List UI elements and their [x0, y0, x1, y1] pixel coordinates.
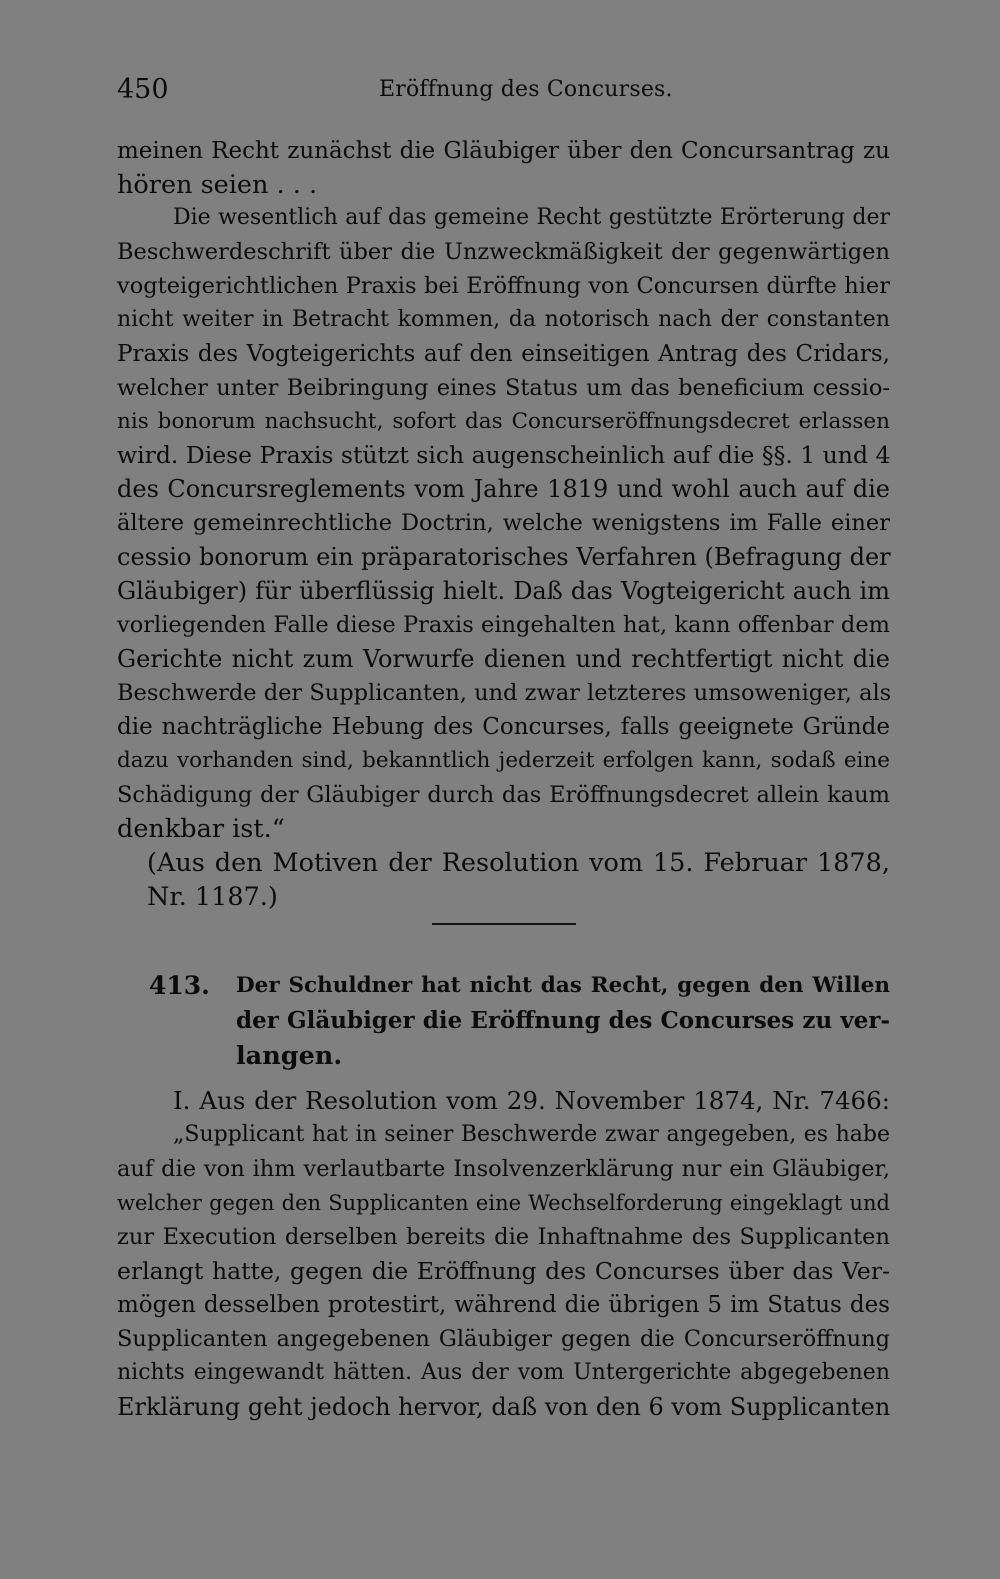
text-line: denkbar ist.“	[117, 814, 285, 844]
citation-line: (Aus den Motiven der Resolution vom 15. Februar 1878,	[147, 848, 890, 878]
text-line: wird. Diese Praxis stützt sich augenscheinlich auf die §§. 1 und 4	[117, 441, 891, 469]
text-line: Schädigung der Gläubiger durch das Eröffnungsdecret allein kaum	[117, 782, 890, 808]
text-line: dazu vorhanden sind, bekanntlich jederzeit erfolgen kann, sodaß eine	[117, 748, 890, 773]
text-line: vogteigerichtlichen Praxis bei Eröffnung von Concursen dürfte hier	[117, 273, 890, 299]
text-line: welcher gegen den Supplicanten eine Wechselforderung eingeklagt und	[117, 1191, 890, 1215]
text-line: Beschwerde der Supplicanten, und zwar letzteres umsoweniger, als	[117, 680, 892, 706]
text-line: nis bonorum nachsucht, sofort das Concurseröffnungsdecret erlassen	[117, 409, 890, 434]
page-header	[117, 74, 890, 114]
text-line: Gläubiger) für überflüssig hielt. Daß das Vogteigericht auch im	[117, 577, 890, 605]
text-line: ältere gemeinrechtliche Doctrin, welche wenigstens im Falle einer	[117, 510, 890, 536]
text-line: zur Execution derselben bereits die Inhaftnahme des Supplicanten	[117, 1224, 890, 1250]
section-title-line: langen.	[236, 1041, 343, 1071]
running-title: Eröffnung des Concurses.	[379, 77, 673, 102]
text-line: cessio bonorum ein präparatorisches Verfahren (Befragung der	[117, 543, 891, 571]
text-line: Beschwerdeschrift über die Unzweckmäßigkeit der gegenwärtigen	[117, 239, 890, 265]
text-line: meinen Recht zunächst die Gläubiger über den Concursantrag zu	[117, 138, 890, 164]
text-line: Praxis des Vogteigerichts auf den einseitigen Antrag des Cridars,	[117, 341, 890, 367]
section-number: 413.	[149, 971, 210, 1000]
text-line: des Concursreglements vom Jahre 1819 und wohl auch auf die	[117, 475, 890, 503]
section-divider	[432, 923, 576, 925]
text-line: auf die von ihm verlautbarte Insolvenzerklärung nur ein Gläubiger,	[117, 1156, 890, 1182]
text-line: die nachträgliche Hebung des Concurses, falls geeignete Gründe	[117, 714, 890, 740]
text-line: I. Aus der Resolution vom 29. November 1874, Nr. 7466:	[173, 1086, 890, 1115]
text-line: hören seien . . .	[117, 170, 318, 200]
text-line: welcher unter Beibringung eines Status um das beneficium cessio-	[117, 375, 890, 401]
text-line: Supplicanten angegebenen Gläubiger gegen die Concurseröffnung	[117, 1326, 890, 1352]
text-line: Gerichte nicht zum Vorwurfe dienen und rechtfertigt nicht die	[117, 645, 890, 673]
text-line: vorliegenden Falle diese Praxis eingehalten hat, kann offenbar dem	[117, 612, 890, 638]
section-title-line: Der Schuldner hat nicht das Recht, gegen den Willen	[236, 973, 890, 998]
citation-line: Nr. 1187.)	[147, 882, 278, 912]
text-line: „Supplicant hat in seiner Beschwerde zwar angegeben, es habe	[173, 1122, 890, 1147]
page-number: 450	[117, 74, 169, 105]
text-line: nicht weiter in Betracht kommen, da notorisch nach der constanten	[117, 307, 890, 332]
text-line: mögen desselben protestirt, während die übrigen 5 im Status des	[117, 1292, 890, 1318]
text-line: nichts eingewandt hätten. Aus der vom Untergerichte abgegebenen	[117, 1360, 890, 1385]
text-line: Die wesentlich auf das gemeine Recht gestützte Erörterung der	[173, 205, 890, 230]
section-title-line: der Gläubiger die Eröffnung des Concurses zu ver-	[236, 1007, 890, 1034]
text-line: erlangt hatte, gegen die Eröffnung des Concurses über das Ver-	[117, 1257, 890, 1285]
text-line: Erklärung geht jedoch hervor, daß von den 6 vom Supplicanten	[117, 1393, 891, 1421]
